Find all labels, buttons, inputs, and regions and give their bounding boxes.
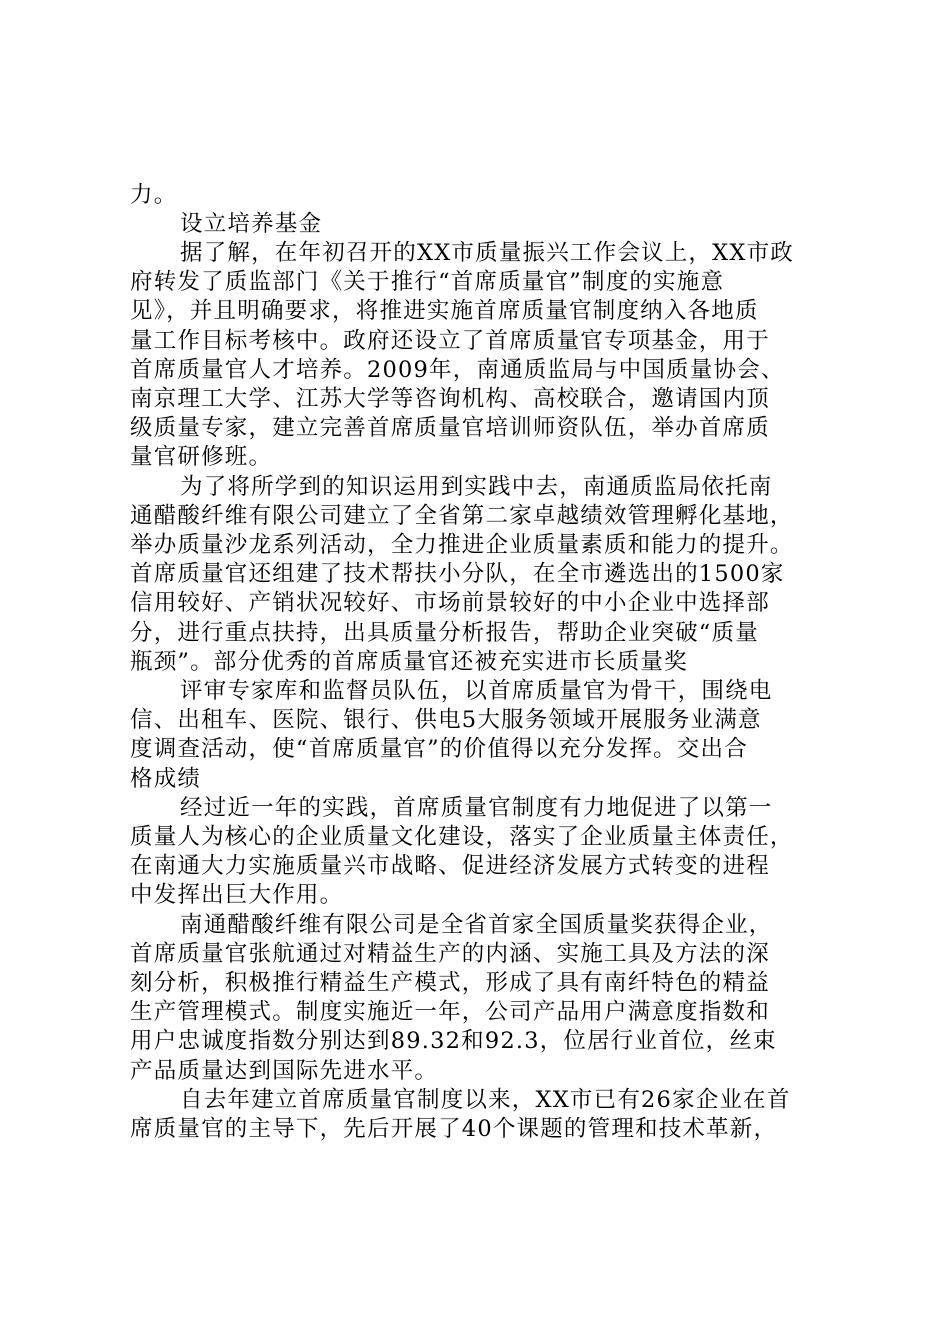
text-line: 首席质量官人才培养。2009年，南通质监局与中国质量协会、 <box>130 357 785 383</box>
text-line: 通醋酸纤维有限公司建立了全省第二家卓越绩效管理孵化基地， <box>130 503 794 529</box>
text-line: 席质量官的主导下，先后开展了40个课题的管理和技术革新， <box>130 1116 778 1142</box>
text-line: 生产管理模式。制度实施近一年，公司产品用户满意度指数和 <box>130 999 770 1025</box>
text-line: 见》，并且明确要求，将推进实施首席质量官制度纳入各地质 <box>130 298 759 324</box>
text-line: 级质量专家，建立完善首席质量官培训师资队伍，举办首席质 <box>130 415 770 441</box>
text-line: 格成绩 <box>130 766 202 792</box>
text-line: 质量人为核心的企业质量文化建设，落实了企业质量主体责任， <box>130 824 794 850</box>
text-line: 为了将所学到的知识运用到实践中去，南通质监局依托南 <box>180 474 773 500</box>
text-line: 举办质量沙龙系列活动，全力推进企业质量素质和能力的提升。 <box>130 532 794 558</box>
text-line: 经过近一年的实践，首席质量官制度有力地促进了以第一 <box>180 795 773 821</box>
text-line: 量工作目标考核中。政府还设立了首席质量官专项基金，用于 <box>130 328 770 354</box>
text-line: 评审专家库和监督员队伍，以首席质量官为骨干，围绕电 <box>180 678 773 704</box>
text-line: 府转发了质监部门《关于推行“首席质量官”制度的实施意 <box>130 269 725 295</box>
text-line: 信用较好、产销状况较好、市场前景较好的中小企业中选择部 <box>130 590 770 616</box>
text-line: 量官研修班。 <box>130 444 273 470</box>
text-line: 信、出租车、医院、银行、供电5大服务领域开展服务业满意 <box>130 707 762 733</box>
text-line: 中发挥出巨大作用。 <box>130 882 344 908</box>
text-line: 南通醋酸纤维有限公司是全省首家全国质量奖获得企业， <box>180 912 773 938</box>
text-line: 产品质量达到国际先进水平。 <box>130 1058 439 1084</box>
text-line: 瓶颈”。部分优秀的首席质量官还被充实进市长质量奖 <box>130 649 688 675</box>
text-line: 南京理工大学、江苏大学等咨询机构、高校联合，邀请国内顶 <box>130 386 770 412</box>
text-line: 在南通大力实施质量兴市战略、促进经济发展方式转变的进程 <box>130 853 770 879</box>
text-line: 度调查活动，使“首席质量官”的价值得以充分发挥。交出合 <box>130 736 748 762</box>
section-heading: 设立培养基金 <box>180 211 323 237</box>
text-line: 刻分析，积极推行精益生产模式，形成了具有南纤特色的精益 <box>130 970 770 996</box>
text-line: 据了解，在年初召开的XX市质量振兴工作会议上，XX市政 <box>180 240 794 266</box>
text-line: 自去年建立首席质量官制度以来，XX市已有26家企业在首 <box>180 1087 791 1113</box>
text-line: 首席质量官张航通过对精益生产的内涵、实施工具及方法的深 <box>130 941 770 967</box>
text-line: 分，进行重点扶持，出具质量分析报告，帮助企业突破“质量 <box>130 620 759 646</box>
text-line: 用户忠诚度指数分别达到89.32和92.3，位居行业首位，丝束 <box>130 1028 777 1054</box>
text-line: 首席质量官还组建了技术帮扶小分队，在全市遴选出的1500家 <box>130 561 785 587</box>
text-line: 力。 <box>130 182 178 208</box>
